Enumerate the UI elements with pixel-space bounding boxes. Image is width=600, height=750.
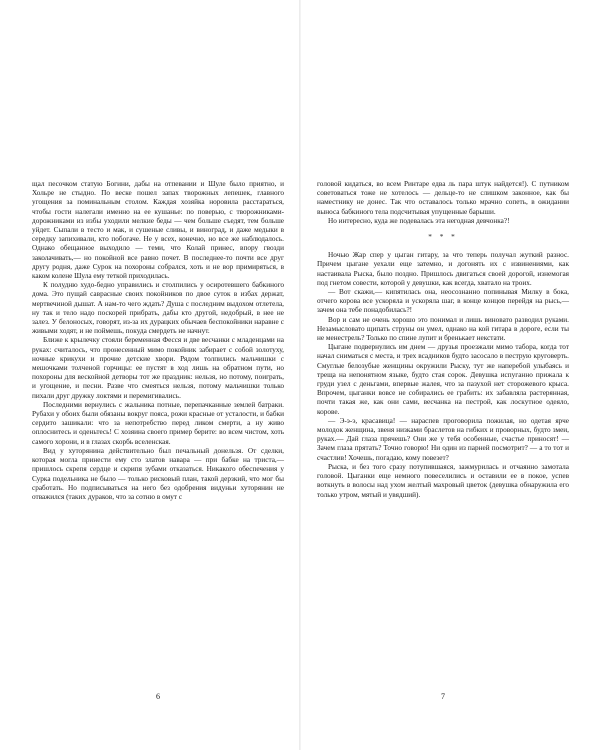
left-page	[32, 180, 284, 660]
right-page	[317, 180, 569, 660]
paragraph: Последними вернулись с жальника потные, перепачканные землей батраки. Рубахи у обоих были обязаны вокруг пояса, рожи красные от усталости, и бабки сердито зашикали: что за непотребство перед ликом смерти, а ну живо оплоснитесь и оденьтесь! С хозяина своего пример берите: во всем чистом, хоть самого хорони, и в глазах скорбь вселенская.	[32, 400, 284, 446]
paragraph: Рыска, и без того сразу потупившаяся, зажмурилась и отчаянно замотала головой. Цыганки еще немного повеселились и оставили ее в покое, успев воткнуть в волосы над ухом желтый махровый цветок (девушка обнаружила его только утром, мятый и увядший).	[317, 462, 569, 499]
paragraph: головой кидаться, во всем Ринтаре едва ль пара штук найдется!). С путником советоваться тоже не хотелось — дельце-то не слишком законное, как бы наместнику не донес. Так что оставалось только мрачно сопеть, в ожидании выноса бабкиного тела подсчитывая упущенные барыши.	[317, 180, 569, 216]
paragraph: щал песочком статую Богини, дабы на отпевании и Шуле было приятно, и Хольре не стыдно. По веске пошел запах творожных лепешек, главного угощения за поминальным столом. Каждая хозяйка норовила расстараться, чтобы гости налегали именно на ее кушанье: по поверью, с творожниками-дорожниками из избы уходили мелкие беды — чем больше съедят, тем больше уйдет. Сыпали в тесто и мак, и сушеные сливы, и виноград, и даже медыки в середку запихивали, кто побогаче. Не у всех, конечно, но все же наблюдалось. Однако обещанное выходило — теми, что Колай принес, впору гвозди заколачивать,— но покойной все равно почет. В последнее-то почти все друг другу родня, даже Сурок на похороны собрался, хоть и не вор примиряться, в каком колене Шула ему теткой приходилась.	[32, 180, 284, 281]
paragraph: Вор и сам не очень хорошо это понимал и лишь виновато разводил руками. Незамысловато щипать струны он умел, однако на кой гитара в дороге, если ты не менестрель? Только по спине лупит и бренькает некстати.	[317, 315, 569, 343]
section-separator: * * *	[428, 233, 458, 242]
book-gutter	[299, 0, 301, 750]
paragraph: Цыгане подвернулись им днем — друзья проезжали мимо табора, когда тот начал сниматься с места, и трех всадников будто засосало в пеструю круговерть. Смуглые белозубые женщины окружили Рыску, тут же наперебой улыбаясь и треща на непонятном языке, будто стая сорок. Девушка испуганно прижала к груди узел с деньгами, впервые жалея, что за пазухой нет сторожевого крыса. Впрочем, цыганки вовсе не собирались ее грабить: их забавляла растерянная, почти такая же, как они сами, весчанка на пестрой, как лоскутное одеяло, корове.	[317, 343, 569, 416]
paragraph: К полудню худо-бедно управились и столпились у осиротевшего бабкиного дома. Это пущай саврасные своих покойников по двое суток в избах держат, мертвечиной дышат. А нам-то чего ждать? Душа с последним выдохом отлетела, ну так и тело надо поскорей прибрать, дабы кто другой, недобрый, в нее не залез. У белоносых, говорят, из-за их дурацких обычаев беспокойники наравне с живыми ходят, и не поймешь, покуда смердеть не начнут.	[32, 281, 284, 336]
paragraph: — Вот скажи,— кипятилась она, неосознанно попинывая Милку в бока, отчего корова все ускоряла и ускоряла шаг, в конце концов перейдя на рысь,— зачем она тебе понадобилась?!	[317, 288, 569, 315]
page-number-right: 7	[441, 692, 445, 701]
paragraph: — Э-э-э, красавица! — нараспев проговорила пожилая, но одетая ярче молодок женщина, звеня низками браслетов на гибких и проворных, будто змеи, руках.— Дай глаза прячешь? Они же у тебя особенные, счастье приносят! — Зачем глаза прятать? Точно говорю! Ни один из парней посмотрит? — а то тот и счастлив! Хочешь, погадаю, кому повезет?	[317, 416, 569, 462]
page-number-left: 6	[156, 692, 160, 701]
paragraph: Вид у хуторянина действительно был печальный донельзя. От сделки, которая могла принести ему сто златов навара — при бабке на триста,— пришлось скрепя сердце и скрипя зубами отказаться. Никакого обеспечения у Сурка подельника не было — только рисковый план, такой дерзкий, что мог бы сработать. Но подписываться на него без одобрения видуньи хуторянин не отважился (таких дураков, что за сотню в омут с	[32, 446, 284, 501]
paragraph: Ночью Жар спер у цыган гитару, за что теперь получал жуткий разнос. Причем цыгане уехали еще затемно, и догонять их с извинениями, как настаивала Рыска, было поздно. Пришлось двигаться своей дорогой, изнемогая под гнетом совести, которой у девушки, как всегда, хватало на троих.	[317, 251, 569, 287]
paragraph: Ближе к крылечку стояли беременная Фесся и две весчанки с младенцами на руках: считалось, что пронесенный мимо покойник забирает с собой золотуху, ночные крикухи и прочие детские хвори. Рядом толпились мальчишки с мешочками толченой горчицы: ее пустят в ход лишь на обратном пути, но похороны для вескойной детворы тот же праздник: нельзя, но потому, поиграть, и угощение, и песни. Разве что смеяться нельзя, потому мальчишки только пихали друг дружку локтями и перемигивались.	[32, 336, 284, 400]
paragraph: Но интересно, куда же подевалась эта негодная девчонка?!	[328, 216, 510, 225]
